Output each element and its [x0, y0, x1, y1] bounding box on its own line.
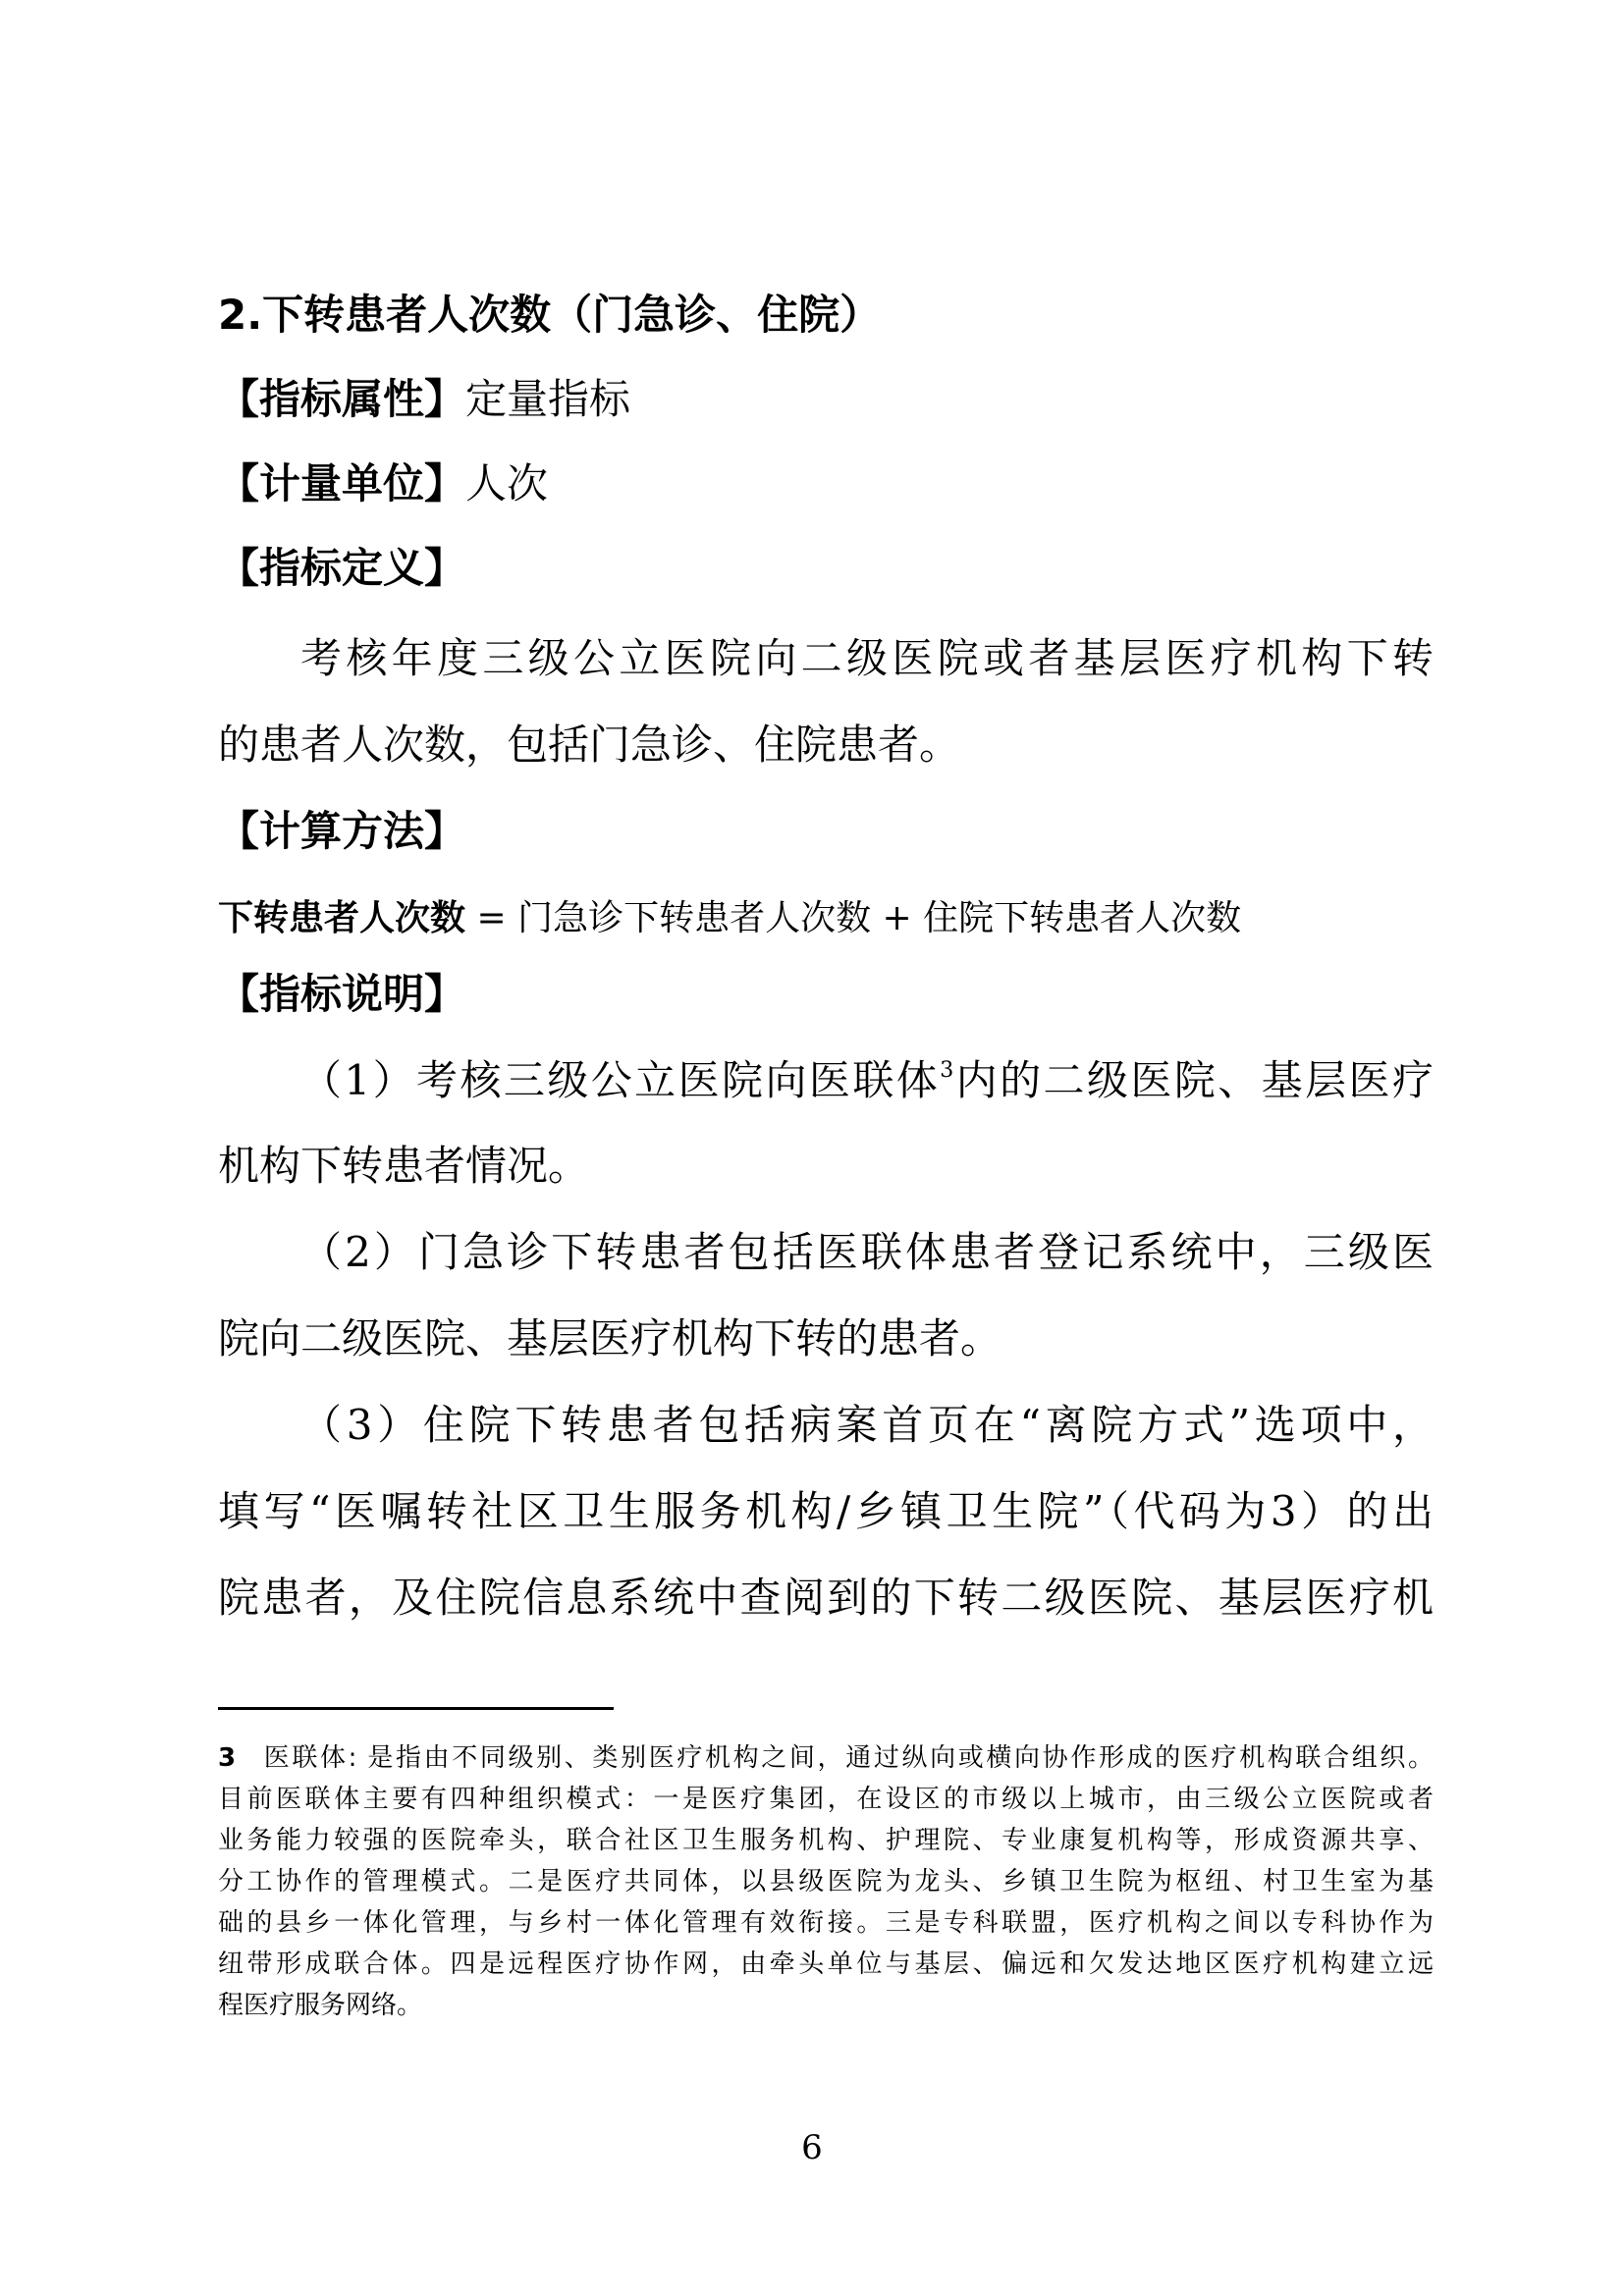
- unit-row: [218, 459, 549, 507]
- footnote-line-4: 分工协作的管理模式。二是医疗共同体，以县级医院为龙头、乡镇卫生院为枢纽、村卫生室为基: [218, 1867, 1434, 1896]
- page-number: 6: [801, 2128, 823, 2167]
- note-1-text-before: （1）考核三级公立医院向医联体: [300, 1056, 941, 1104]
- footnote-ref: 3: [940, 1058, 954, 1083]
- note-1-text-after: 内的二级医院、基层医疗: [953, 1056, 1434, 1104]
- footnote-line-6: 纽带形成联合体。四是远程医疗协作网，由牵头单位与基层、偏远和欠发达地区医疗机构建立远: [218, 1949, 1434, 1979]
- footnote-number: 3: [218, 1743, 237, 1773]
- attribute-label: 【指标属性】: [218, 375, 466, 423]
- footnote-line-2: 目前医联体主要有四种组织模式：一是医疗集团，在设区的市级以上城市，由三级公立医院或者: [218, 1785, 1434, 1814]
- definition-line-2: 的患者人次数，包括门急诊、住院患者。: [218, 721, 961, 769]
- attribute-value: 定量指标: [465, 375, 631, 423]
- footnote-line-3: 业务能力较强的医院牵头，联合社区卫生服务机构、护理院、专业康复机构等，形成资源共享、: [218, 1826, 1434, 1855]
- note-1-line-1: [300, 1056, 1434, 1104]
- formula-lhs: 下转患者人次数: [218, 898, 466, 938]
- formula: [218, 898, 1242, 938]
- footnote-line-5: 础的县乡一体化管理，与乡村一体化管理有效衔接。三是专科联盟，医疗机构之间以专科协作为: [218, 1908, 1434, 1938]
- unit-label: 【计量单位】: [218, 459, 466, 507]
- definition-line-1: 考核年度三级公立医院向二级医院或者基层医疗机构下转: [300, 634, 1434, 682]
- footnote-first-line: 医联体: 是指由不同级别、类别医疗机构之间，通过纵向或横向协作形成的医疗机构联合组织。: [261, 1743, 1434, 1773]
- note-2-line-2: 院向二级医院、基层医疗机构下转的患者。: [218, 1314, 1002, 1362]
- method-label: 【计算方法】: [218, 807, 466, 855]
- footnote-line-1: [218, 1745, 1434, 1771]
- note-1-line-2: 机构下转患者情况。: [218, 1142, 590, 1190]
- notes-label: 【指标说明】: [218, 970, 466, 1018]
- section-title: 2.下转患者人次数（门急诊、住院）: [218, 291, 882, 339]
- attribute-row: [218, 375, 631, 423]
- footnote-separator: [218, 1707, 614, 1710]
- note-3-line-2: 填写“医嘱转社区卫生服务机构/乡镇卫生院”（代码为3）的出: [218, 1487, 1434, 1535]
- note-3-line-1: （3）住院下转患者包括病案首页在“离院方式”选项中，: [300, 1401, 1434, 1449]
- note-3-line-3: 院患者，及住院信息系统中查阅到的下转二级医院、基层医疗机: [218, 1574, 1434, 1622]
- unit-value: 人次: [465, 459, 549, 507]
- formula-rhs: = 门急诊下转患者人次数 + 住院下转患者人次数: [465, 898, 1242, 938]
- footnote-line-7: 程医疗服务网络。: [218, 1991, 423, 2020]
- note-2-line-1: （2）门急诊下转患者包括医联体患者登记系统中，三级医: [300, 1228, 1434, 1276]
- definition-label: 【指标定义】: [218, 544, 466, 592]
